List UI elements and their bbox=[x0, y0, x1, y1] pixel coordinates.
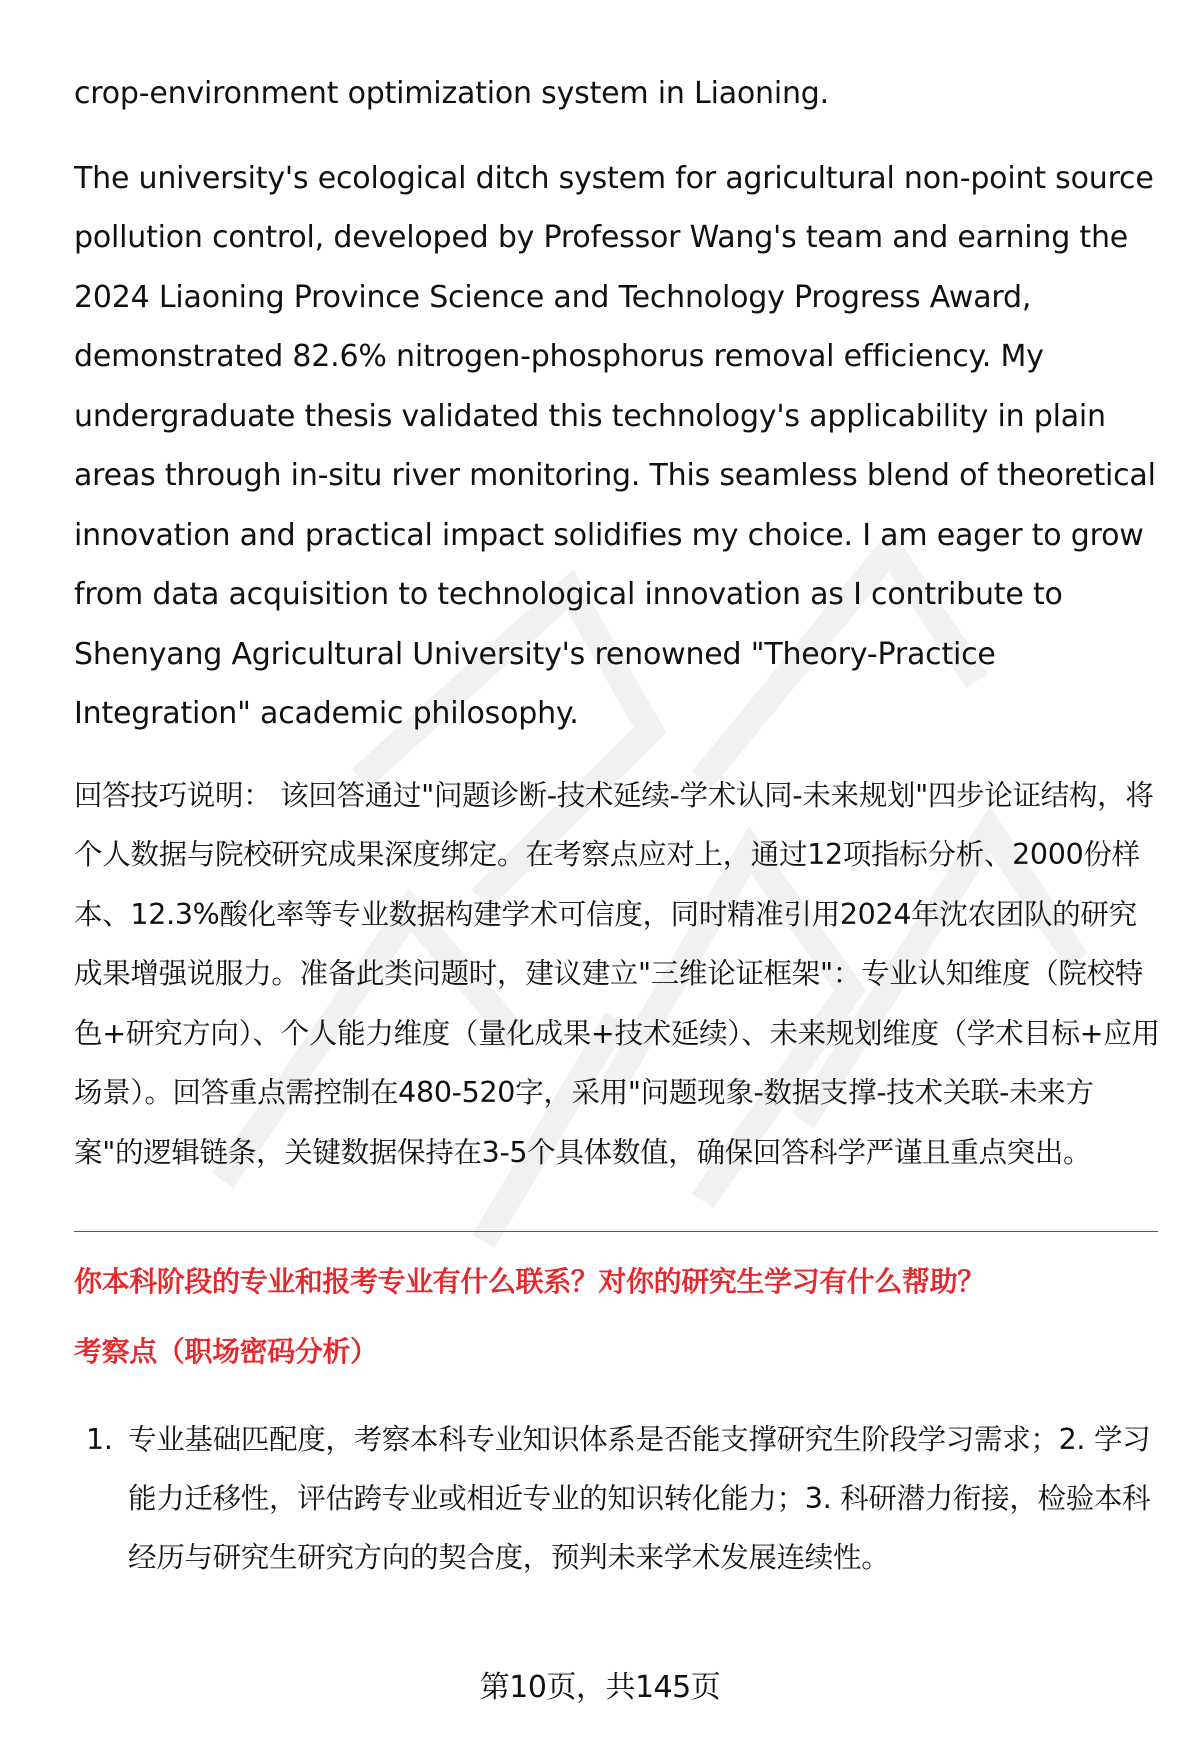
question-title: 你本科阶段的专业和报考专业有什么联系？对你的研究生学习有什么帮助？ bbox=[74, 1265, 985, 1298]
section-divider bbox=[74, 1231, 1158, 1232]
paragraph-answer-tips: 回答技巧说明： 该回答通过"问题诊断-技术延续-学术认同-未来规划"四步论证结构，将个人数据与院校研究成果深度绑定。在考察点应对上，通过12项指标分析、2000份样本、12.3%酸化率等专业数据构建学术可信度，同时精准引用2024年沈农团队的研究成果增强说服力。准备此类问题时，建议建立"三维论证框架"：专业认知维度（院校特色+研究方向）、个人能力维度（量化成果+技术延续）、未来规划维度（学术目标+应用场景）。回答重点需控制在480-520字，采用"问题现象-数据支撑-技术关联-未来方案"的逻辑链条，关键数据保持在3-5个具体数值，确保回答科学严谨且重点突出。 bbox=[74, 778, 1160, 1169]
list-item bbox=[74, 1410, 1160, 1587]
content-area bbox=[74, 64, 1160, 1587]
paragraph-crop-environment: crop-environment optimization system in Liaoning. bbox=[74, 76, 829, 111]
list-item-number: 1. bbox=[86, 1423, 113, 1456]
paragraph-ecological-ditch: The university's ecological ditch system for agricultural non-point source pollution control, developed by Professor Wang's team and earning the 2024 Liaoning Province Science and Technology Progress Award, demonstrated 82.6% nitrogen-phosphorus removal efficiency. My undergraduate thesis validated this technology's applicability in plain areas through in-situ river monitoring. This seamless blend of theoretical innovation and practical impact solidifies my choice. I am eager to grow from data acquisition to technological innovation as I contribute to Shenyang Agricultural University's renowned "Theory-Practice Integration" academic philosophy. bbox=[74, 160, 1156, 731]
assessment-points-list bbox=[74, 1410, 1160, 1587]
question-subtitle: 考察点（职场密码分析） bbox=[74, 1335, 378, 1368]
list-item-text: 专业基础匹配度，考察本科专业知识体系是否能支撑研究生阶段学习需求；2. 学习能力迁移性，评估跨专业或相近专业的知识转化能力；3. 科研潜力衔接，检验本科经历与研究生研究方向的契合度，预判未来学术发展连续性。 bbox=[128, 1423, 1151, 1574]
page-number-footer: 第10页，共145页 bbox=[479, 1670, 721, 1705]
